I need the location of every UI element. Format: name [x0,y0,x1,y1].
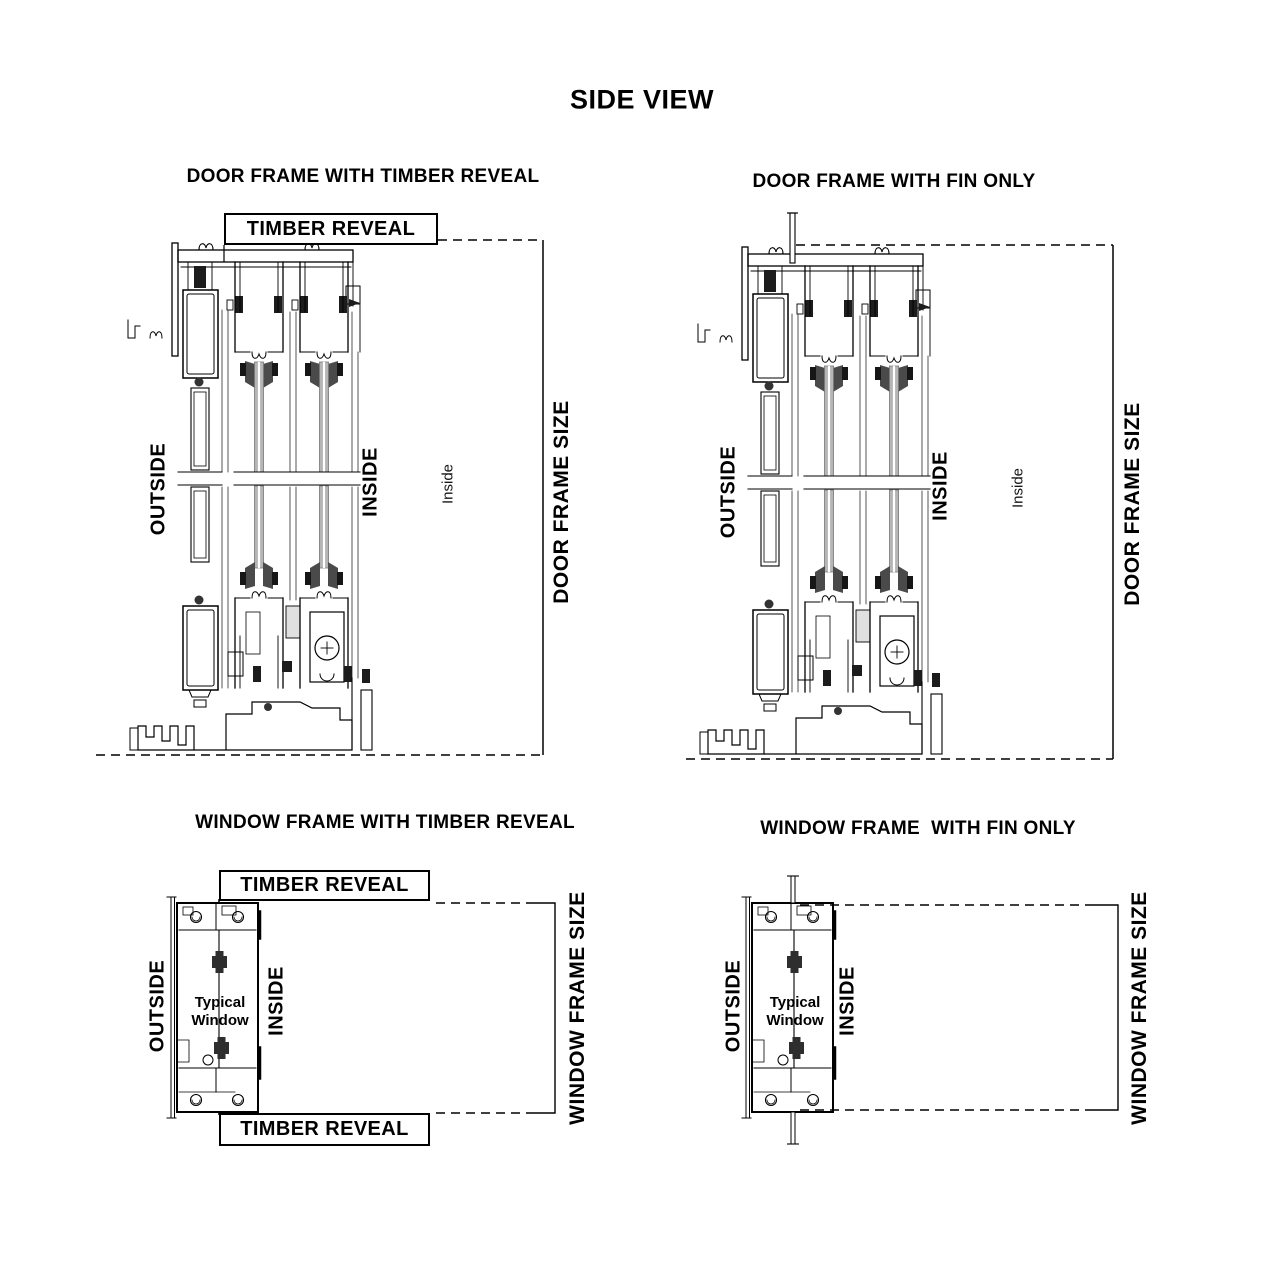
label-inside-door-timber: INSIDE [359,447,382,517]
timber-reveal-box-window-top: TIMBER REVEAL [219,870,430,901]
label-outside-door-fin: OUTSIDE [717,445,740,539]
label-outside-window-timber: OUTSIDE [146,959,169,1053]
door-fin-drawing [686,213,1113,759]
label-inside-window-fin: INSIDE [836,966,859,1036]
annotation-inside-door-fin: Inside [1009,467,1027,509]
label-inside-window-timber: INSIDE [265,966,288,1036]
heading-window-fin: WINDOW FRAME WITH FIN ONLY [760,818,1076,839]
label-outside-window-fin: OUTSIDE [722,959,745,1053]
dimension-door-frame-size-right: DOOR FRAME SIZE [1121,402,1144,606]
annotation-inside-door-timber: Inside [439,463,457,505]
page-title: SIDE VIEW [569,84,715,115]
heading-door-fin: DOOR FRAME WITH FIN ONLY [752,171,1036,192]
label-typical-window-left: Typical Window [191,994,249,1029]
timber-reveal-box-door: TIMBER REVEAL [224,213,438,245]
timber-reveal-box-window-bottom: TIMBER REVEAL [219,1113,430,1146]
label-inside-door-fin: INSIDE [929,451,952,521]
heading-door-timber: DOOR FRAME WITH TIMBER REVEAL [186,166,540,187]
label-typical-window-right: Typical Window [766,994,824,1029]
label-outside-door-timber: OUTSIDE [147,442,170,536]
dimension-window-frame-size-left: WINDOW FRAME SIZE [566,891,589,1125]
dimension-door-frame-size-left: DOOR FRAME SIZE [550,400,573,604]
heading-window-timber: WINDOW FRAME WITH TIMBER REVEAL [195,812,575,833]
dimension-window-frame-size-right: WINDOW FRAME SIZE [1128,891,1151,1125]
